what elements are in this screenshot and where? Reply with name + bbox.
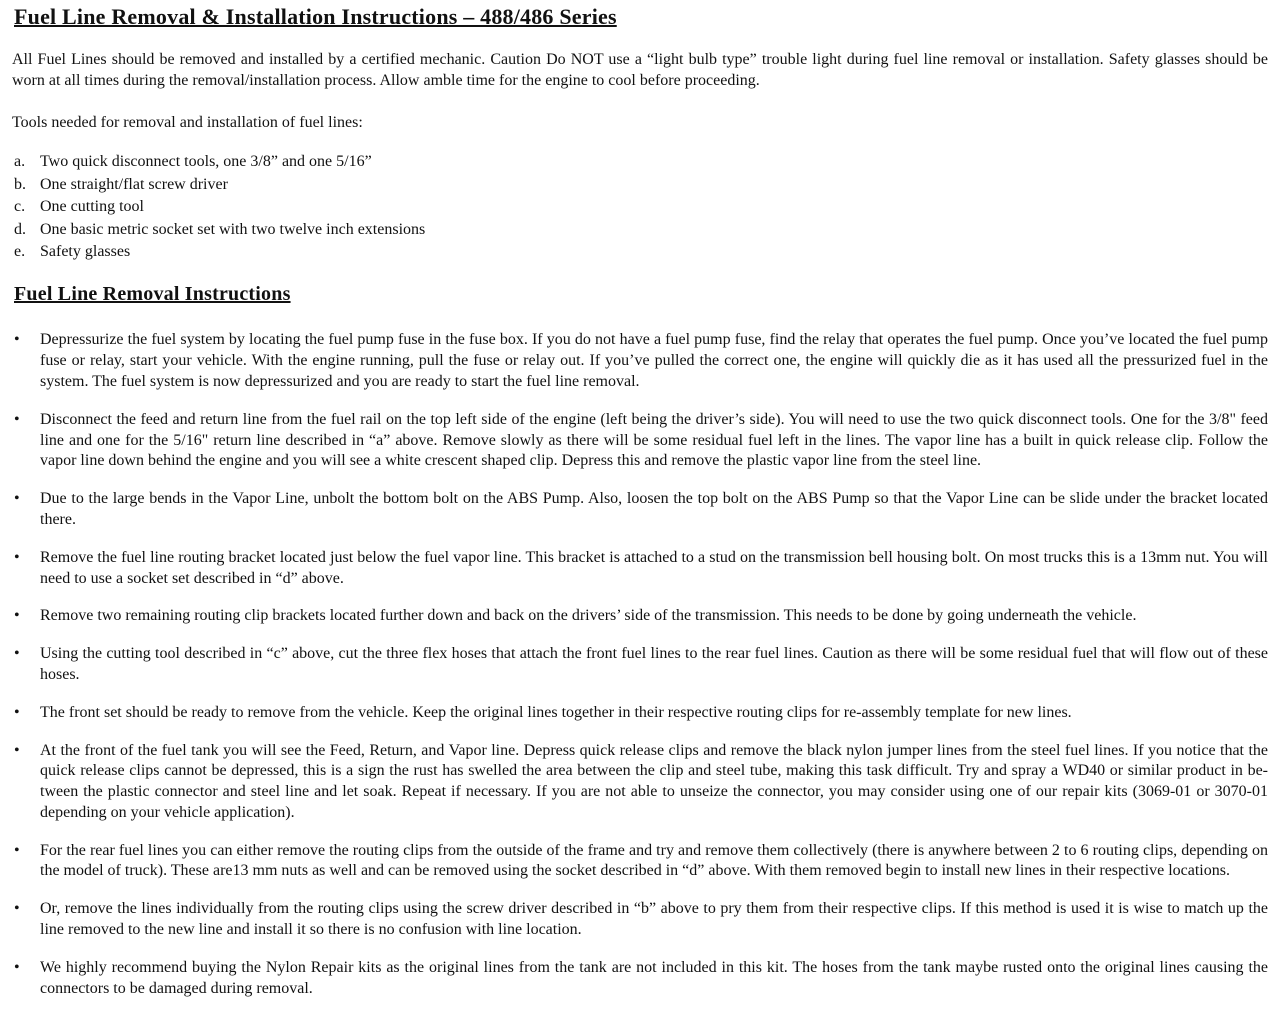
removal-step-text: Remove the fuel line routing bracket located just below the fuel vapor line. This bracket is attached to a stud on the transmission bell housing bolt. On most trucks this is a 13mm nut. You will need to use a socket set described in “d” above. (40, 548, 1268, 587)
tool-item-c (12, 196, 1268, 218)
removal-step-text: We highly recommend buying the Nylon Repair kits as the original lines from the tank are not included in this kit. The hoses from the tank maybe rusted onto the original lines causing the connectors to be damaged during removal. (40, 958, 1268, 997)
removal-step-text: Or, remove the lines individually from the routing clips using the screw driver described in “b” above to pry them from their respective clips. If this method is used it is wise to match up the line removed to the new line and install it so there is no confusion with line location. (40, 900, 1268, 939)
removal-step (12, 606, 1268, 627)
tool-item-label: a. (14, 153, 26, 171)
removal-step-text: Due to the large bends in the Vapor Line, unbolt the bottom bolt on the ABS Pump. Also, loosen the top bolt on the ABS Pump so that the Vapor Line can be slide under the bracket located there. (40, 490, 1268, 528)
tool-item-text: One basic metric socket set with two twelve inch extensions (40, 220, 426, 238)
removal-step (12, 741, 1268, 824)
page-title: Fuel Line Removal & Installation Instructions – 488/486 Series (14, 4, 617, 29)
tool-item-text: Two quick disconnect tools, one 3/8” and one 5/16” (40, 153, 372, 171)
tool-item-label: d. (14, 220, 26, 238)
tool-item-b (12, 174, 1268, 196)
removal-step-text: Remove two remaining routing clip brackets located further down and back on the drivers’ side of the transmission. This needs to be done by going underneath the vehicle. (40, 607, 1137, 625)
tool-item-text: One straight/flat screw driver (40, 175, 228, 193)
bullet-marker-icon (14, 410, 20, 431)
removal-step-text: The front set should be ready to remove from the vehicle. Keep the original lines together in their respective routing clips for re-assembly template for new lines. (40, 703, 1072, 721)
removal-step (12, 703, 1268, 724)
bullet-marker-icon (14, 548, 20, 569)
tool-item-d (12, 219, 1268, 241)
tool-item-text: Safety glasses (40, 242, 131, 260)
removal-step-text: At the front of the fuel tank you will see the Feed, Return, and Vapor line. Depress quick release clips and remove the black nylon jumper lines from the steel fuel lines. If you notice that the quick release clips cannot be depressed, this is a sign the rust has swelled the area between the clip and steel tube, making this task difficult. Try and spray a WD40 or similar product in be-tween the plastic connector and steel line and let soak. Repeat if necessary. If you are not able to unseize the connector, you may consider using one of our repair kits (3069-01 or 3070-01 depending on your vehicle application). (40, 741, 1268, 821)
removal-step-text: Using the cutting tool described in “c” above, cut the three flex hoses that attach the front fuel lines to the rear fuel lines. Caution as there will be some residual fuel that will flow out of these hoses. (40, 645, 1268, 683)
removal-step (12, 644, 1268, 686)
removal-step (12, 548, 1268, 590)
tool-item-label: b. (14, 175, 26, 193)
bullet-marker-icon (14, 489, 20, 510)
removal-step (12, 410, 1268, 472)
tool-item-label: c. (14, 198, 26, 216)
bullet-marker-icon (14, 644, 20, 665)
tool-item-a (12, 151, 1268, 173)
bullet-marker-icon (14, 899, 20, 920)
tools-intro-line: Tools needed for removal and installation of fuel lines: (12, 113, 363, 131)
intro-paragraph: All Fuel Lines should be removed and installed by a certified mechanic. Caution Do NOT use a “light bulb type” trouble light during fuel line removal or installation. Safety glasses should be worn at all times during the removal/installation process. Allow amble time for the engine to cool before proceeding. (12, 51, 1268, 89)
tool-item-text: One cutting tool (40, 198, 144, 216)
tool-item-e (12, 241, 1268, 263)
removal-step-text: Depressurize the fuel system by locating the fuel pump fuse in the fuse box. If you do not have a fuel pump fuse, find the relay that operates the fuel pump. Once you’ve located the fuel pump fuse or relay, start your vehicle. With the engine running, pull the fuse or relay out. If you’ve pulled the correct one, the engine will quickly die as it has used all the pressurized fuel in the system. The fuel system is now depressurized and you are ready to start the fuel line removal. (40, 331, 1268, 390)
removal-step (12, 489, 1268, 531)
removal-step (12, 330, 1268, 392)
removal-step-text: Disconnect the feed and return line from the fuel rail on the top left side of the engine (left being the driver’s side). You will need to use the two quick disconnect tools. One for the 3/8" feed line and one for the 5/16" return line described in “a” above. Remove slowly as there will be some residual fuel left in the lines. The vapor line has a built in quick release clip. Follow the vapor line down behind the engine and you will see a white crescent shaped clip. Depress this and remove the plastic vapor line from the steel line. (40, 410, 1268, 470)
bullet-marker-icon (14, 958, 20, 979)
bullet-marker-icon (14, 703, 20, 724)
bullet-marker-icon (14, 606, 20, 627)
tool-item-label: e. (14, 242, 26, 260)
bullet-marker-icon (14, 330, 20, 351)
bullet-marker-icon (14, 841, 20, 862)
removal-step (12, 958, 1268, 1000)
removal-step (12, 841, 1268, 883)
tools-list (12, 151, 1268, 263)
section-heading: Fuel Line Removal Instructions (14, 283, 291, 306)
removal-step-text: For the rear fuel lines you can either remove the routing clips from the outside of the frame and try and remove them collectively (there is anywhere between 2 to 6 routing clips, depending on the model of truck). These are13 mm nuts as well and can be removed using the socket described in “d” above. With them removed begin to install new lines in their respective locations. (40, 841, 1268, 880)
bullet-marker-icon (14, 741, 20, 762)
removal-step (12, 899, 1268, 941)
removal-steps-list (12, 330, 1268, 999)
